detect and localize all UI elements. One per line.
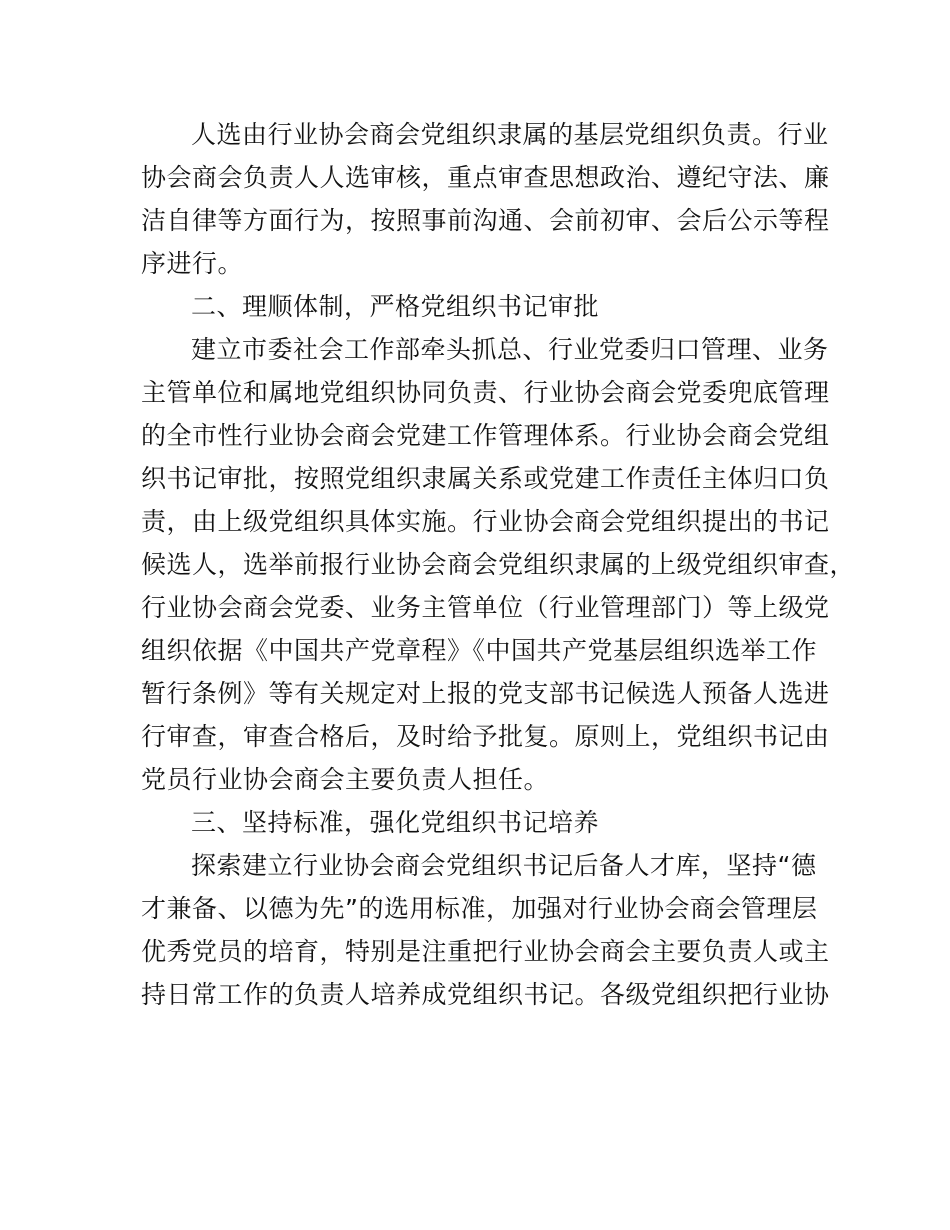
text-line: 主管单位和属地党组织协同负责、行业协会商会党委兜底管理 xyxy=(141,378,830,407)
paragraph-talent-pool xyxy=(141,844,831,1016)
text-line: 候选人，选举前报行业协会商会党组织隶属的上级党组织审查， xyxy=(141,550,856,579)
text-line: 织书记审批，按照党组织隶属关系或党建工作责任主体归口负 xyxy=(141,464,830,493)
text-line: 的全市性行业协会商会党建工作管理体系。行业协会商会党组 xyxy=(141,421,830,450)
text-line: 序进行。 xyxy=(141,249,244,278)
text-line: 持日常工作的负责人培养成党组织书记。各级党组织把行业协 xyxy=(141,980,830,1009)
heading-line: 三、坚持标准，强化党组织书记培养 xyxy=(191,808,600,837)
text-line: 责，由上级党组织具体实施。行业协会商会党组织提出的书记 xyxy=(141,507,830,536)
section-heading-2 xyxy=(141,285,831,328)
section-heading-3 xyxy=(141,801,831,844)
text-line: 行业协会商会党委、业务主管单位（行业管理部门）等上级党 xyxy=(141,593,830,622)
text-line: 党员行业协会商会主要负责人担任。 xyxy=(141,765,550,794)
document-body xyxy=(141,113,856,1016)
text-line: 暂行条例》等有关规定对上报的党支部书记候选人预备人选进 xyxy=(141,679,830,708)
text-line: 行审查，审查合格后，及时给予批复。原则上，党组织书记由 xyxy=(141,722,830,751)
paragraph-personnel-review xyxy=(141,113,831,285)
text-line: 优秀党员的培育，特别是注重把行业协会商会主要负责人或主 xyxy=(141,937,830,966)
text-line: 组织依据《中国共产党章程》《中国共产党基层组织选举工作 xyxy=(141,636,818,665)
text-line: 探索建立行业协会商会党组织书记后备人才库，坚持“德 xyxy=(191,851,817,880)
text-line: 建立市委社会工作部牵头抓总、行业党委归口管理、业务 xyxy=(191,335,829,364)
text-line: 洁自律等方面行为，按照事前沟通、会前初审、会后公示等程 xyxy=(141,206,830,235)
text-line: 才兼备、以德为先”的选用标准，加强对行业协会商会管理层 xyxy=(141,894,818,923)
text-line: 人选由行业协会商会党组织隶属的基层党组织负责。行业 xyxy=(191,120,829,149)
text-line: 协会商会负责人人选审核，重点审查思想政治、遵纪守法、廉 xyxy=(141,163,830,192)
paragraph-management-system xyxy=(141,328,856,801)
heading-line: 二、理顺体制，严格党组织书记审批 xyxy=(191,292,600,321)
